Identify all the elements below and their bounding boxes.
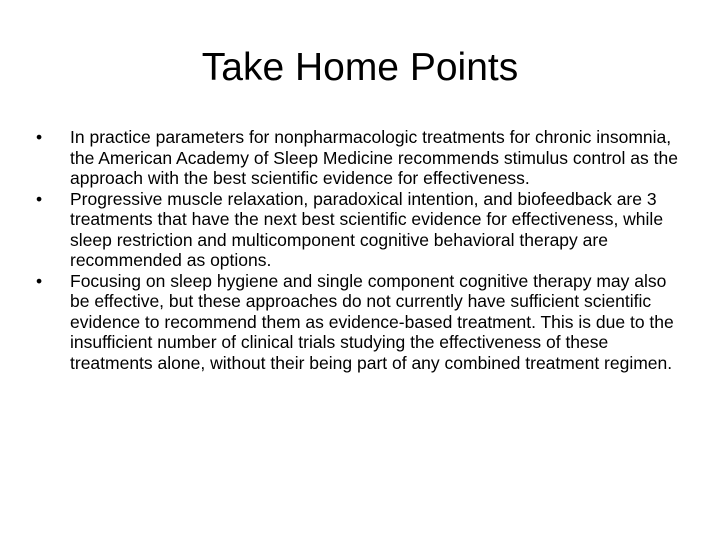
bullet-item [34,271,684,374]
bullet-text: In practice parameters for nonpharmacologic treatments for chronic insomnia, the American Academy of Sleep Medicine recommends stimulus control as the approach with the best scientific evidence for effectiveness. [70,127,678,188]
slide-title: Take Home Points [201,46,519,89]
bullet-marker: • [36,188,43,209]
bullet-text: Focusing on sleep hygiene and single component cognitive therapy may also be effective, but these approaches do not currently have sufficient scientific evidence to recommend them as evidence-based treatment. This is due to the insufficient number of clinical trials studying the effectiveness of these treatments alone, without their being part of any combined treatment regimen. [70,270,674,373]
bullet-marker: • [36,127,43,147]
bullet-marker: • [36,270,43,291]
bullet-item [34,127,684,189]
bullet-list [34,127,684,373]
bullet-item [34,189,684,271]
bullet-text: Progressive muscle relaxation, paradoxical intention, and biofeedback are 3 treatments that have the next best scientific evidence for effectiveness, while sleep restriction and multicomponent cognitive behavioral therapy are recommended as options. [70,188,664,270]
